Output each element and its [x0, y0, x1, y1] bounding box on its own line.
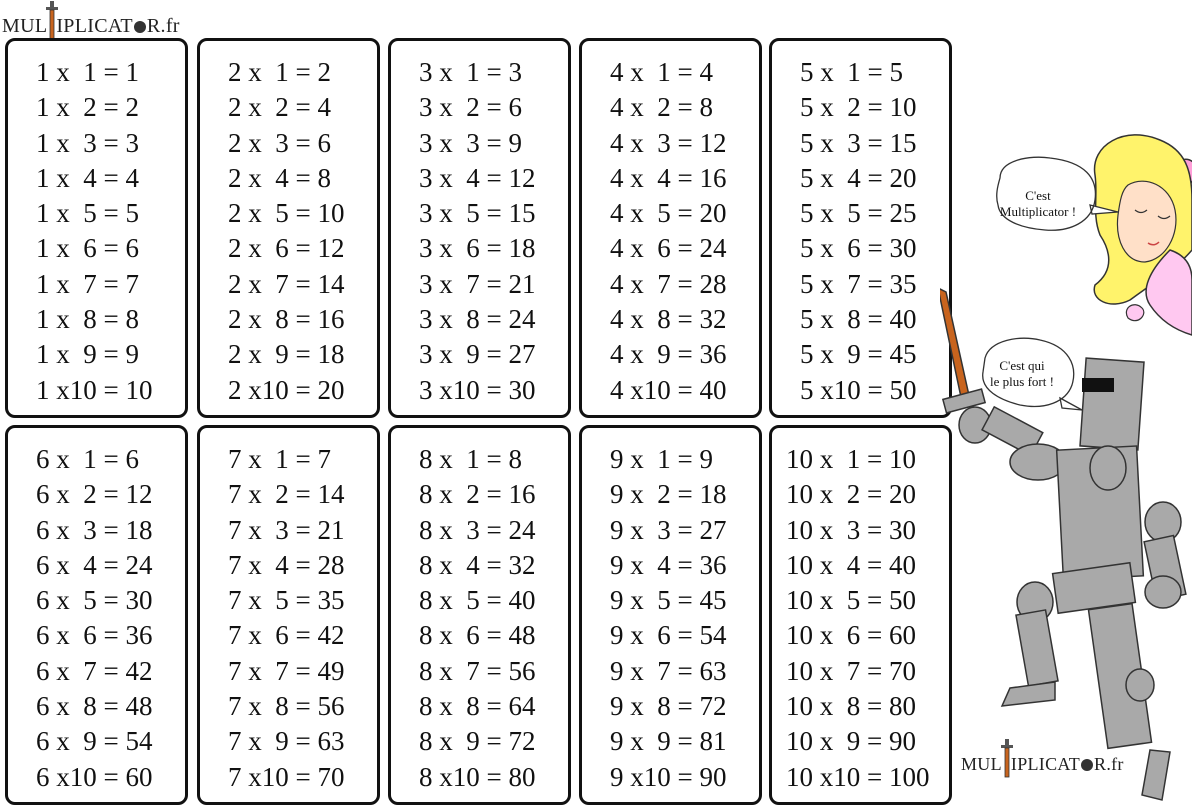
table-6: [5, 425, 188, 805]
table-row: 4 x 1 = 4: [610, 57, 713, 87]
table-row: 2 x 9 = 18: [228, 339, 345, 370]
site-logo-top[interactable]: [2, 15, 180, 38]
table-row: 9 x 1 = 9: [610, 444, 713, 474]
table-row: 8 x 5 = 40: [419, 585, 536, 616]
princess-bubble-line2: Multiplicator !: [999, 204, 1077, 219]
table-row: 3 x 5 = 15: [419, 198, 536, 229]
table-row: 1 x 3 = 3: [36, 127, 139, 158]
table-row: 4 x10 = 40: [610, 374, 727, 405]
table-row: 1 x 9 = 9: [36, 339, 139, 370]
table-row: 10 x10 = 100: [786, 761, 930, 792]
table-row: 9 x 4 = 36: [610, 549, 727, 580]
table-row: 7 x 3 = 21: [228, 514, 345, 545]
table-row: 4 x 5 = 20: [610, 198, 727, 229]
table-row: 10 x 3 = 30: [786, 514, 916, 545]
table-row: 9 x 9 = 81: [610, 726, 727, 757]
table-row: 4 x 6 = 24: [610, 233, 727, 264]
table-row: 9 x 5 = 45: [610, 585, 727, 616]
logo-text-left: MUL: [961, 754, 1002, 774]
sword-icon: [47, 17, 56, 35]
table-row: 6 x 6 = 36: [36, 620, 153, 651]
table-row: 7 x 2 = 14: [228, 479, 345, 510]
table-row: 10 x 1 = 10: [786, 444, 916, 474]
table-row: 5 x 1 = 5: [800, 57, 903, 87]
table-row: 8 x 4 = 32: [419, 549, 536, 580]
table-row: 6 x 4 = 24: [36, 549, 153, 580]
table-row: 6 x 2 = 12: [36, 479, 153, 510]
table-row: 8 x 7 = 56: [419, 655, 536, 686]
table-row: 2 x 3 = 6: [228, 127, 331, 158]
table-row: 2 x 1 = 2: [228, 57, 331, 87]
table-8: [388, 425, 571, 805]
table-row: 7 x 1 = 7: [228, 444, 331, 474]
table-row: 7 x 7 = 49: [228, 655, 345, 686]
table-row: 8 x10 = 80: [419, 761, 536, 792]
table-row: 5 x 8 = 40: [800, 304, 917, 335]
table-row: 3 x 2 = 6: [419, 92, 522, 123]
table-row: 2 x 6 = 12: [228, 233, 345, 264]
table-row: 3 x 6 = 18: [419, 233, 536, 264]
table-3: [388, 38, 571, 418]
table-row: 9 x 3 = 27: [610, 514, 727, 545]
table-row: 1 x 8 = 8: [36, 304, 139, 335]
table-row: 5 x10 = 50: [800, 374, 917, 405]
table-row: 6 x 8 = 48: [36, 691, 153, 722]
table-2: [197, 38, 380, 418]
table-row: 9 x 8 = 72: [610, 691, 727, 722]
table-row: 10 x 4 = 40: [786, 549, 916, 580]
table-row: 2 x 5 = 10: [228, 198, 345, 229]
table-row: 4 x 3 = 12: [610, 127, 727, 158]
knight-bubble-line2: le plus fort !: [990, 374, 1054, 389]
table-row: 4 x 8 = 32: [610, 304, 727, 335]
table-row: 9 x 2 = 18: [610, 479, 727, 510]
table-row: 5 x 4 = 20: [800, 162, 917, 193]
princess-bubble-line1: C'est: [1025, 188, 1051, 203]
table-row: 3 x 4 = 12: [419, 162, 536, 193]
logo-text-end: R.fr: [146, 15, 180, 37]
table-row: 1 x 7 = 7: [36, 268, 139, 299]
characters-illustration: [940, 120, 1192, 807]
table-row: 5 x 6 = 30: [800, 233, 917, 264]
table-row: 3 x 1 = 3: [419, 57, 522, 87]
table-row: 5 x 3 = 15: [800, 127, 917, 158]
table-row: 1 x 1 = 1: [36, 57, 139, 87]
table-4: [579, 38, 762, 418]
table-row: 8 x 2 = 16: [419, 479, 536, 510]
illustration-scene: [940, 120, 1192, 807]
table-row: 6 x 3 = 18: [36, 514, 153, 545]
table-row: 4 x 9 = 36: [610, 339, 727, 370]
table-row: 3 x 8 = 24: [419, 304, 536, 335]
table-row: 2 x10 = 20: [228, 374, 345, 405]
table-9: [579, 425, 762, 805]
table-1: [5, 38, 188, 418]
table-row: 8 x 6 = 48: [419, 620, 536, 651]
table-row: 5 x 2 = 10: [800, 92, 917, 123]
table-row: 6 x 5 = 30: [36, 585, 153, 616]
table-row: 6 x 9 = 54: [36, 726, 153, 757]
table-row: 1 x 4 = 4: [36, 162, 139, 193]
logo-text-left: MUL: [2, 15, 48, 37]
table-row: 7 x 8 = 56: [228, 691, 345, 722]
table-row: 5 x 7 = 35: [800, 268, 917, 299]
table-row: 9 x 6 = 54: [610, 620, 727, 651]
table-row: 6 x 1 = 6: [36, 444, 139, 474]
table-row: 4 x 2 = 8: [610, 92, 713, 123]
logo-text-mid: IPLICAT: [56, 15, 133, 37]
logo-text-end: R.fr: [1094, 754, 1124, 774]
table-row: 2 x 2 = 4: [228, 92, 331, 123]
table-row: 7 x 6 = 42: [228, 620, 345, 651]
table-row: 2 x 4 = 8: [228, 162, 331, 193]
table-row: 1 x 6 = 6: [36, 233, 139, 264]
knight-illustration: [959, 358, 1186, 800]
table-5: [769, 38, 952, 418]
knight-speech-bubble: [976, 358, 1068, 390]
logo-text-mid: IPLICAT: [1010, 754, 1081, 774]
table-row: 10 x 8 = 80: [786, 691, 916, 722]
table-row: 7 x10 = 70: [228, 761, 345, 792]
table-row: 9 x10 = 90: [610, 761, 727, 792]
table-row: 2 x 8 = 16: [228, 304, 345, 335]
table-row: 9 x 7 = 63: [610, 655, 727, 686]
table-row: 3 x10 = 30: [419, 374, 536, 405]
table-row: 8 x 9 = 72: [419, 726, 536, 757]
princess-illustration: [1094, 135, 1192, 335]
table-row: 2 x 7 = 14: [228, 268, 345, 299]
table-7: [197, 425, 380, 805]
table-row: 8 x 8 = 64: [419, 691, 536, 722]
table-row: 5 x 9 = 45: [800, 339, 917, 370]
table-row: 6 x10 = 60: [36, 761, 153, 792]
sword-icon: [1002, 755, 1011, 773]
table-row: 3 x 7 = 21: [419, 268, 536, 299]
knight-sword: [940, 288, 985, 413]
site-logo-bottom[interactable]: [961, 754, 1124, 775]
table-row: 10 x 7 = 70: [786, 655, 916, 686]
logo-o-dot-icon: [1081, 759, 1093, 771]
table-row: 10 x 9 = 90: [786, 726, 916, 757]
table-row: 5 x 5 = 25: [800, 198, 917, 229]
table-row: 3 x 9 = 27: [419, 339, 536, 370]
table-row: 1 x 2 = 2: [36, 92, 139, 123]
table-row: 1 x 5 = 5: [36, 198, 139, 229]
logo-o-dot-icon: [134, 21, 146, 33]
knight-bubble-line1: C'est qui: [999, 358, 1045, 373]
table-row: 4 x 7 = 28: [610, 268, 727, 299]
table-row: 7 x 4 = 28: [228, 549, 345, 580]
table-row: 8 x 3 = 24: [419, 514, 536, 545]
table-row: 7 x 5 = 35: [228, 585, 345, 616]
table-row: 7 x 9 = 63: [228, 726, 345, 757]
table-row: 3 x 3 = 9: [419, 127, 522, 158]
table-10: [769, 425, 952, 805]
table-row: 1 x10 = 10: [36, 374, 153, 405]
table-row: 4 x 4 = 16: [610, 162, 727, 193]
princess-speech-bubble: [988, 188, 1088, 220]
table-row: 10 x 5 = 50: [786, 585, 916, 616]
table-row: 10 x 2 = 20: [786, 479, 916, 510]
table-row: 8 x 1 = 8: [419, 444, 522, 474]
table-row: 10 x 6 = 60: [786, 620, 916, 651]
table-row: 6 x 7 = 42: [36, 655, 153, 686]
